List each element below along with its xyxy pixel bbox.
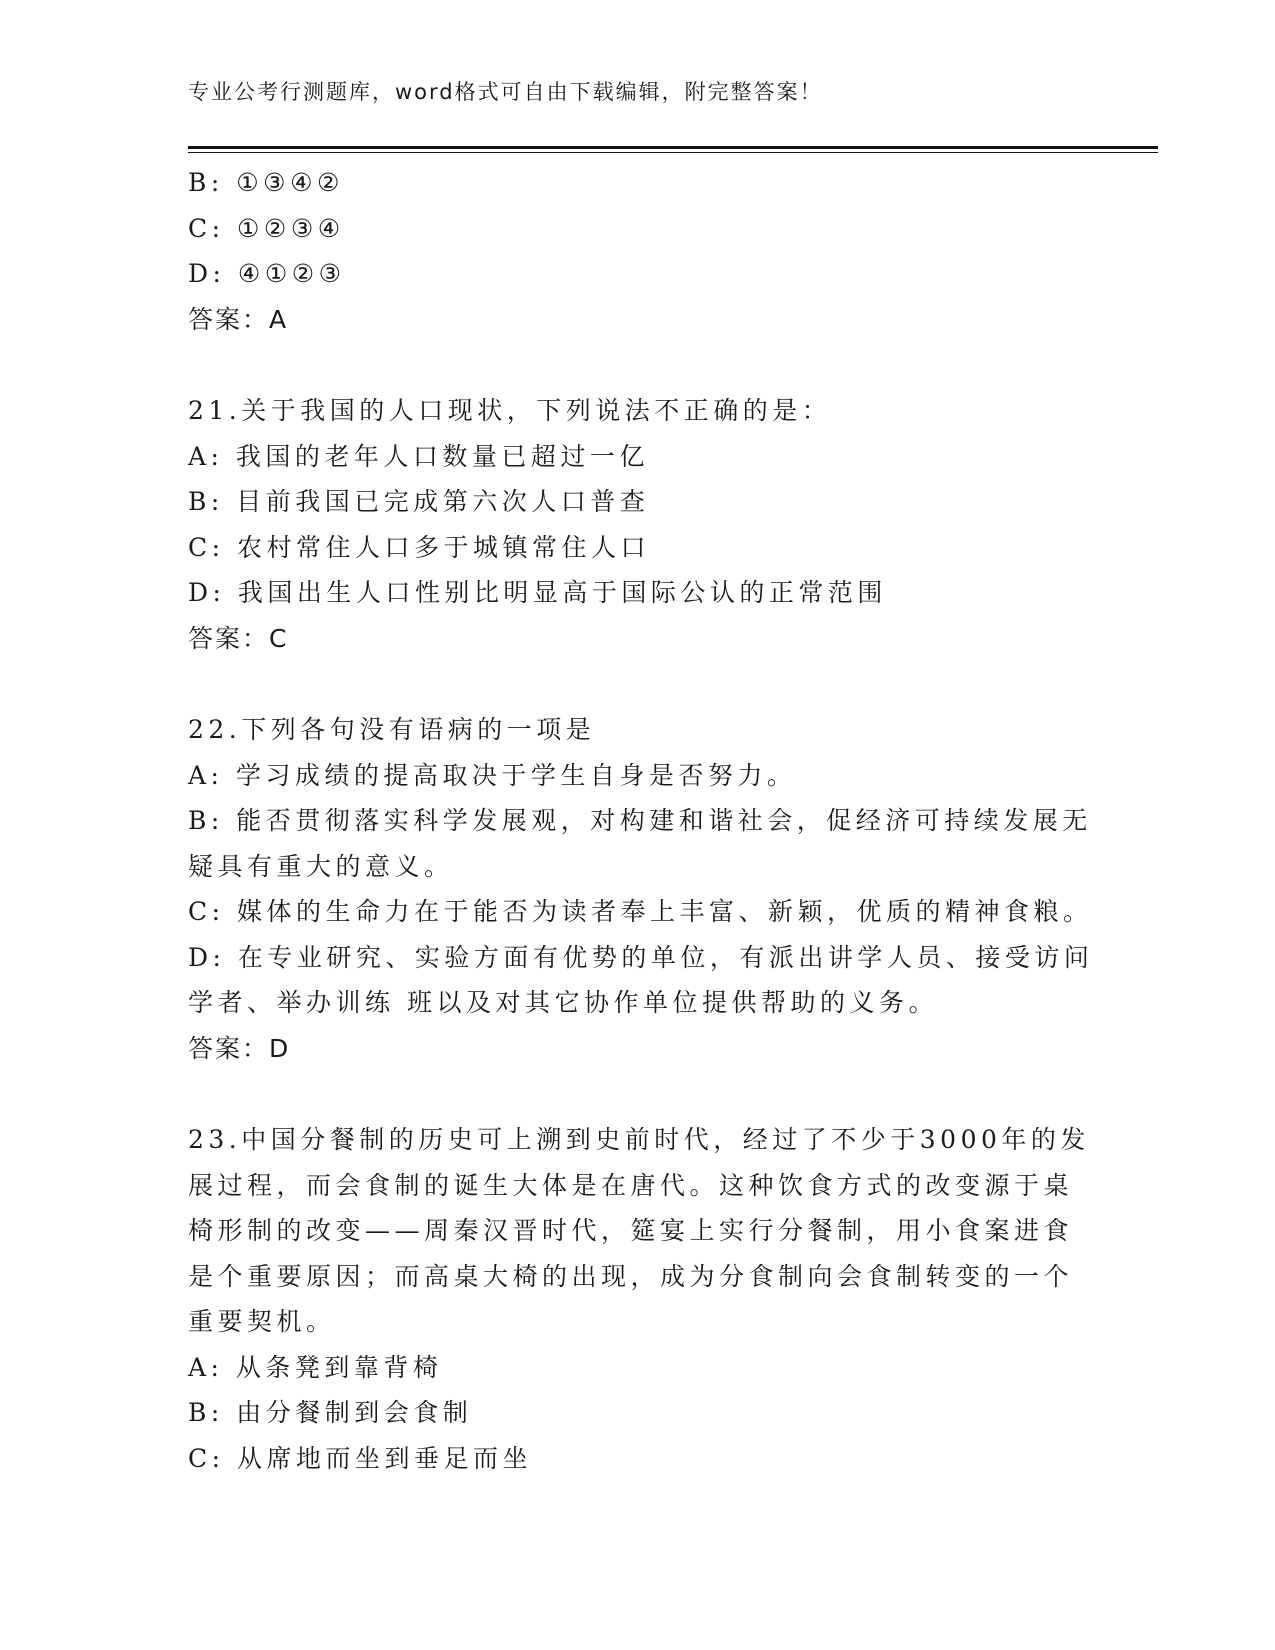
header-rule-thick: [188, 146, 1158, 149]
answer-line: 答案：C: [188, 623, 289, 653]
option-a: A: 学习成绩的提高取决于学生自身是否努力。: [188, 760, 797, 790]
option-c: C: 农村常住人口多于城镇常住人口: [188, 532, 650, 562]
option-c: C: 媒体的生命力在于能否为读者奉上丰富、新颖，优质的精神食粮。: [188, 897, 1093, 926]
question-text-line: 重要契机。: [188, 1307, 336, 1336]
answer-line: 答案：D: [188, 1033, 291, 1063]
question-content: [188, 160, 1094, 1481]
spacer: [188, 1071, 1088, 1117]
option-c: C: 从席地而坐到垂足而坐: [188, 1443, 532, 1473]
option-d: D: ④①②③: [188, 259, 346, 288]
spacer: [188, 661, 1088, 707]
question-22: [188, 707, 1094, 1071]
question-text-line: 展过程，而会食制的诞生大体是在唐代。这种饮食方式的改变源于桌: [188, 1170, 1074, 1200]
option-d: D: 在专业研究、实验方面有优势的单位，有派出讲学人员、接受访问: [188, 942, 1094, 972]
header-rule-thin: [188, 152, 1158, 153]
question-text-line: 23.中国分餐制的历史可上溯到史前时代，经过了不少于3000年的发: [188, 1125, 1090, 1154]
question-21: [188, 388, 1088, 661]
question-23: [188, 1117, 1088, 1481]
question-20: [188, 160, 1088, 342]
question-text: 22.下列各句没有语病的一项是: [188, 715, 596, 744]
spacer: [188, 342, 1088, 388]
option-a: A: 从条凳到靠背椅: [188, 1352, 443, 1382]
option-b: B: ①③④②: [188, 168, 344, 197]
header-note: 专业公考行测题库，word格式可自由下载编辑，附完整答案！: [188, 80, 823, 104]
option-c: C: ①②③④: [188, 213, 345, 243]
option-a: A: 我国的老年人口数量已超过一亿: [188, 441, 649, 471]
option-d: D: 我国出生人口性别比明显高于国际公认的正常范围: [188, 578, 887, 607]
option-b: B: 由分餐制到会食制: [188, 1398, 473, 1427]
option-d-continued: 学者、举办训练 班以及对其它协作单位提供帮助的义务。: [188, 988, 938, 1017]
question-text: 21.关于我国的人口现状，下列说法不正确的是：: [188, 396, 832, 425]
option-b-continued: 疑具有重大的意义。: [188, 851, 454, 881]
question-text-line: 是个重要原因；而高桌大椅的出现，成为分食制向会食制转变的一个: [188, 1261, 1074, 1291]
answer-line: 答案：A: [188, 304, 289, 334]
option-b: B: 目前我国已完成第六次人口普查: [188, 487, 650, 516]
option-b: B: 能否贯彻落实科学发展观，对构建和谐社会，促经济可持续发展无: [188, 806, 1092, 835]
question-text-line: 椅形制的改变——周秦汉晋时代，筵宴上实行分餐制，用小食案进食: [188, 1216, 1074, 1245]
